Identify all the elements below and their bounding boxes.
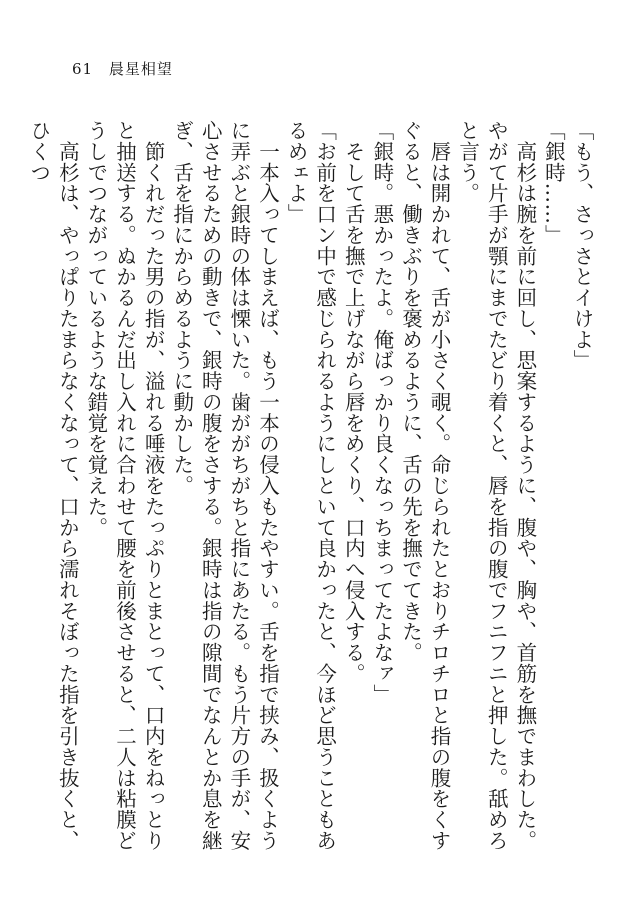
paragraph: 高杉は、やっぱりたまらなくなって、口から濡れそぼった指を引き抜くと、ひくつ	[26, 120, 80, 851]
paragraph: そして舌を撫で上げながら唇をめくり、口内へ侵入する。	[341, 120, 366, 684]
paragraph: 「銀時……」	[541, 120, 566, 246]
paragraph: 「もう、さっさとイけよ」	[570, 120, 594, 371]
body-text	[26, 120, 596, 860]
paragraph: 「銀時。悪かったよ。俺ばっかり良くなっちまってたよなァ」	[369, 120, 394, 705]
paragraph: 節くれだった男の指が、溢れる唾液をたっぷりとまとって、口内をねっとりと抽送する。ぬかるんだ出し入れに合わせて腰を前後させると、二人は粘膜どうしでつながっているような錯覚を覚えた。	[83, 120, 166, 851]
page-number: 61	[72, 60, 94, 78]
paragraph: 一本入ってしまえば、もう一本の侵入もたやすい。舌を指で挟み、扱くように弄ぶと銀時の体は慄いた。歯ががちがちと指にあたる。もう片方の手が、安心させるための動きで、銀時の腹をさする。銀時は指の隙間でなんとか息を継ぎ、舌を指にからめるように動かした。	[169, 120, 280, 851]
paragraph: 唇は開かれて、舌が小さく覗く。命じられたとおりチロチロと指の腹をくすぐると、働きぶりを褒めるように、舌の先を撫でてきた。	[398, 120, 452, 851]
paragraph: 高杉は腕を前に回し、思案するように、腹や、胸や、首筋を撫でまわした。やがて片手が顎にまでたどり着くと、唇を指の腹でフニフニと押した。舐めろと言う。	[455, 120, 537, 851]
paragraph: 「お前を口ン中で感じられるようにしといて良かったと、今ほど思うこともあるめェよ」	[284, 120, 337, 851]
vertical-text-column	[26, 120, 596, 860]
page-header	[72, 58, 173, 79]
chapter-title: 晨星相望	[108, 60, 173, 78]
